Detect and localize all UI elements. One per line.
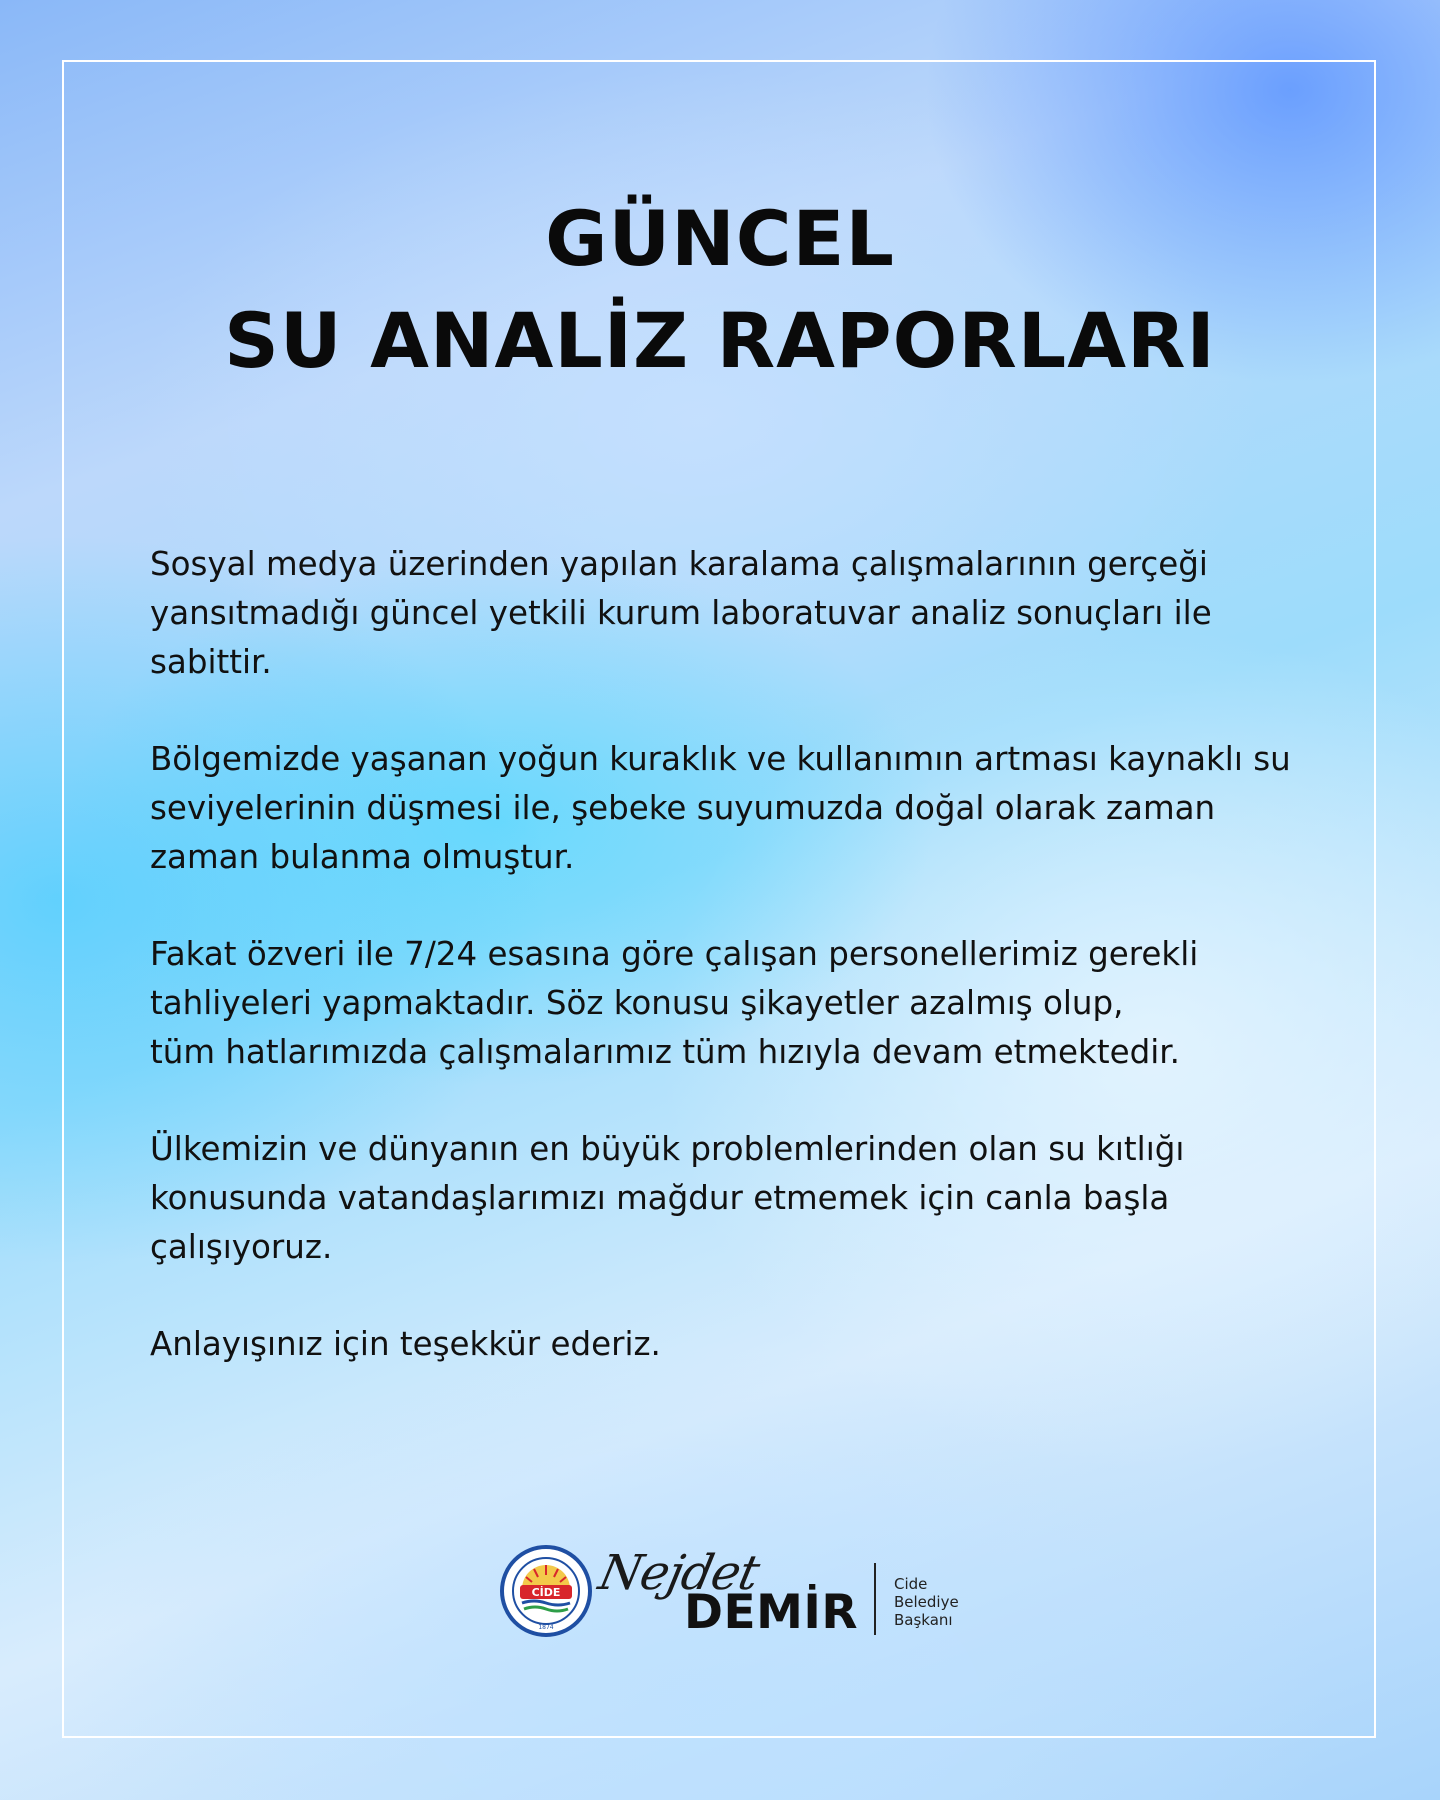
- statement-body: [150, 540, 1350, 1417]
- paragraph-5: Anlayışınız için teşekkür ederiz.: [150, 1325, 661, 1363]
- page-title: [0, 188, 1440, 392]
- role-line-3: Başkanı: [894, 1611, 953, 1629]
- signature-divider: [874, 1563, 876, 1635]
- seal-year-text: 1874: [538, 1624, 554, 1631]
- paragraph-3: Fakat özveri ile 7/24 esasına göre çalışan personellerimiz gerekli tahliyeleri yapmaktadır. Söz konusu şikayetler azalmış olup, tüm hatlarımızda çalışmalarımız tüm hızıyla devam etmektedir.: [150, 935, 1199, 1071]
- cide-municipality-seal-logo: [500, 1545, 592, 1637]
- role-line-1: Cide: [894, 1575, 928, 1593]
- paragraph-1: Sosyal medya üzerinden yapılan karalama çalışmalarının gerçeği yansıtmadığı güncel yetkili kurum laboratuvar analiz sonuçları ile sabittir.: [150, 545, 1212, 681]
- signature-role: [894, 1575, 959, 1629]
- signature-first-name: Nejdet: [594, 1545, 764, 1601]
- title-line-1: GÜNCEL: [545, 194, 895, 283]
- mayor-signature-block: [500, 1545, 980, 1645]
- role-line-2: Belediye: [894, 1593, 959, 1611]
- paragraph-2: Bölgemizde yaşanan yoğun kuraklık ve kullanımın artması kaynaklı su seviyelerinin düşmesi ile, şebeke suyumuzda doğal olarak zaman zaman bulanma olmuştur.: [150, 740, 1291, 876]
- signature-last-name: DEMİR: [684, 1585, 859, 1640]
- paragraph-4: Ülkemizin ve dünyanın en büyük problemlerinden olan su kıtlığı konusunda vatandaşlarımızı mağdur etmemek için canla başla çalışıyoruz.: [150, 1130, 1185, 1266]
- seal-name-text: CİDE: [531, 1586, 561, 1599]
- title-line-2: SU ANALİZ RAPORLARI: [224, 296, 1216, 385]
